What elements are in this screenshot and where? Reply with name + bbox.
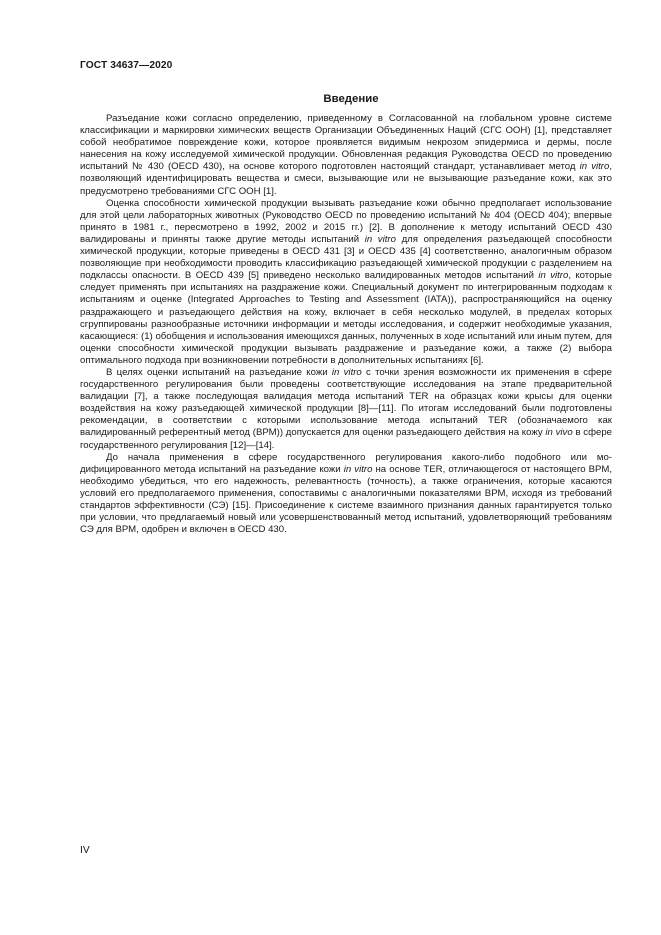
text-run: До начала применения в сфере государственного регулирования какого-либо подобного или модифицированного метода испытаний на разъедание кожи <box>80 451 612 475</box>
paragraph <box>80 452 612 537</box>
text-run: с точки зрения возможности их применения в сфере государственного регулирования были проведены соответствующие исследования на этапе предварительной валидации [7], а также последующая валидация метода испытаний TER на образцах кожи крысы для оценки воздействия на кожу разъедающей химической продукции [8]—[11]. По итогам исследований были подготовлены рекомендации, в соответствии с которыми использование метода испытаний TER (обозначаемого как валидированный референтный метод (ВРМ)) допускается для оценки разъедающего действия на кожу <box>80 366 612 439</box>
text-run: в сфере государственного регулирования [12]—[14]. <box>80 427 613 451</box>
italic-term: in vitro <box>364 233 396 245</box>
italic-term: in vitro <box>343 463 373 475</box>
text-run: Оценка способности химической продукции вызывать разъедание кожи обычно предполагает использование для этой цели лабораторных животных (Руководство OECD по проведению испытаний № 404 (OECD 404); впервые принято в 1981 г., пересмотрено в 1992, 2002 и 2015 гг.) [2]. В дополнение к методу испытаний OECD 430 валидированы и приняты также другие методы испытаний <box>80 197 612 245</box>
standard-code-header: ГОСТ 34637—2020 <box>80 60 173 71</box>
text-run: , позволяющий идентифицировать вещества и смеси, вызывающие или не вызывающие разъедание кожи, как это предусмотрено требованиями СГС ООН [1]. <box>80 161 612 197</box>
section-title: Введение <box>323 93 379 105</box>
page-number: IV <box>80 845 90 856</box>
italic-term: in vitro <box>538 270 569 282</box>
paragraph <box>80 367 612 452</box>
italic-term: in vitro <box>331 366 362 378</box>
body-text <box>80 113 612 536</box>
italic-term: in vitro <box>579 161 610 173</box>
text-run: Разъедание кожи согласно определению, приведенному в Согласованной на глобальном уровне системе классификации и маркировки химических веществ Организации Объединенных Наций (СГС ООН) [1], представляет собой необратимое повреждение кожи, которое проявляется видимым некрозом эпидермиса и дермы, после нанесения на кожу исследуемой химической продукции. Обновленная редакция Руководства OECD по проведению испытаний № 430 (OECD 430), на основе которого подготовлен настоящий стандарт, устанавливает метод <box>80 113 612 173</box>
text-run: В целях оценки испытаний на разъедание кожи <box>106 366 332 378</box>
paragraph <box>80 198 612 367</box>
paragraph <box>80 113 612 198</box>
text-run: для определения разъедающей способности химической продукции, которые приведены в OECD 431 [3] и OECD 435 [4] соответственно, аналогичным образом позволяющие при необходимости проводить классификацию разъедающей химической продукции с разделением на подклассы опасности. В OECD 439 [5] приведено несколько валидированных методов испытаний <box>80 233 612 282</box>
italic-term: in vivo <box>545 427 573 439</box>
text-run: , которые следует применять при испытаниях на раздражение кожи. Специальный документ по интегрированным подходам к испытаниям и оценке (Integrated Approaches to Testing and Assessment (IATA)), распространяющийся на оценку раздражающего и разъедающего действия на кожу, включает в себя несколько модулей, в пределах которых сгруппированы разнообразные источники информации и методы исследования, и содержит необходимые указания, касающиеся: (1) обобщения и использования имеющихся данных, полученных в ходе испытаний или иным путем, для оценки способности химической продукции вызывать раздражение и разъедание кожи, а также (2) выбора оптимального подхода при возникновении потребности в дополнительных испытаниях [6]. <box>80 270 612 366</box>
text-run: на основе TER, отличающегося от настоящего ВРМ, необходимо убедиться, что его надежность, релевантность (точность), а также ограничения, которые касаются условий его предполагаемого применения, сопоставимы с аналогичными показателями ВРМ, исходя из требований стандартов эффективности (СЭ) [15]. Присоединение к системе взаимного признания данных гарантируется только при условии, что предлагаемый новый или усовершенствованный метод испытаний, удовлетворяющий требованиям СЭ для ВРМ, одобрен и включен в OECD 430. <box>80 463 612 536</box>
